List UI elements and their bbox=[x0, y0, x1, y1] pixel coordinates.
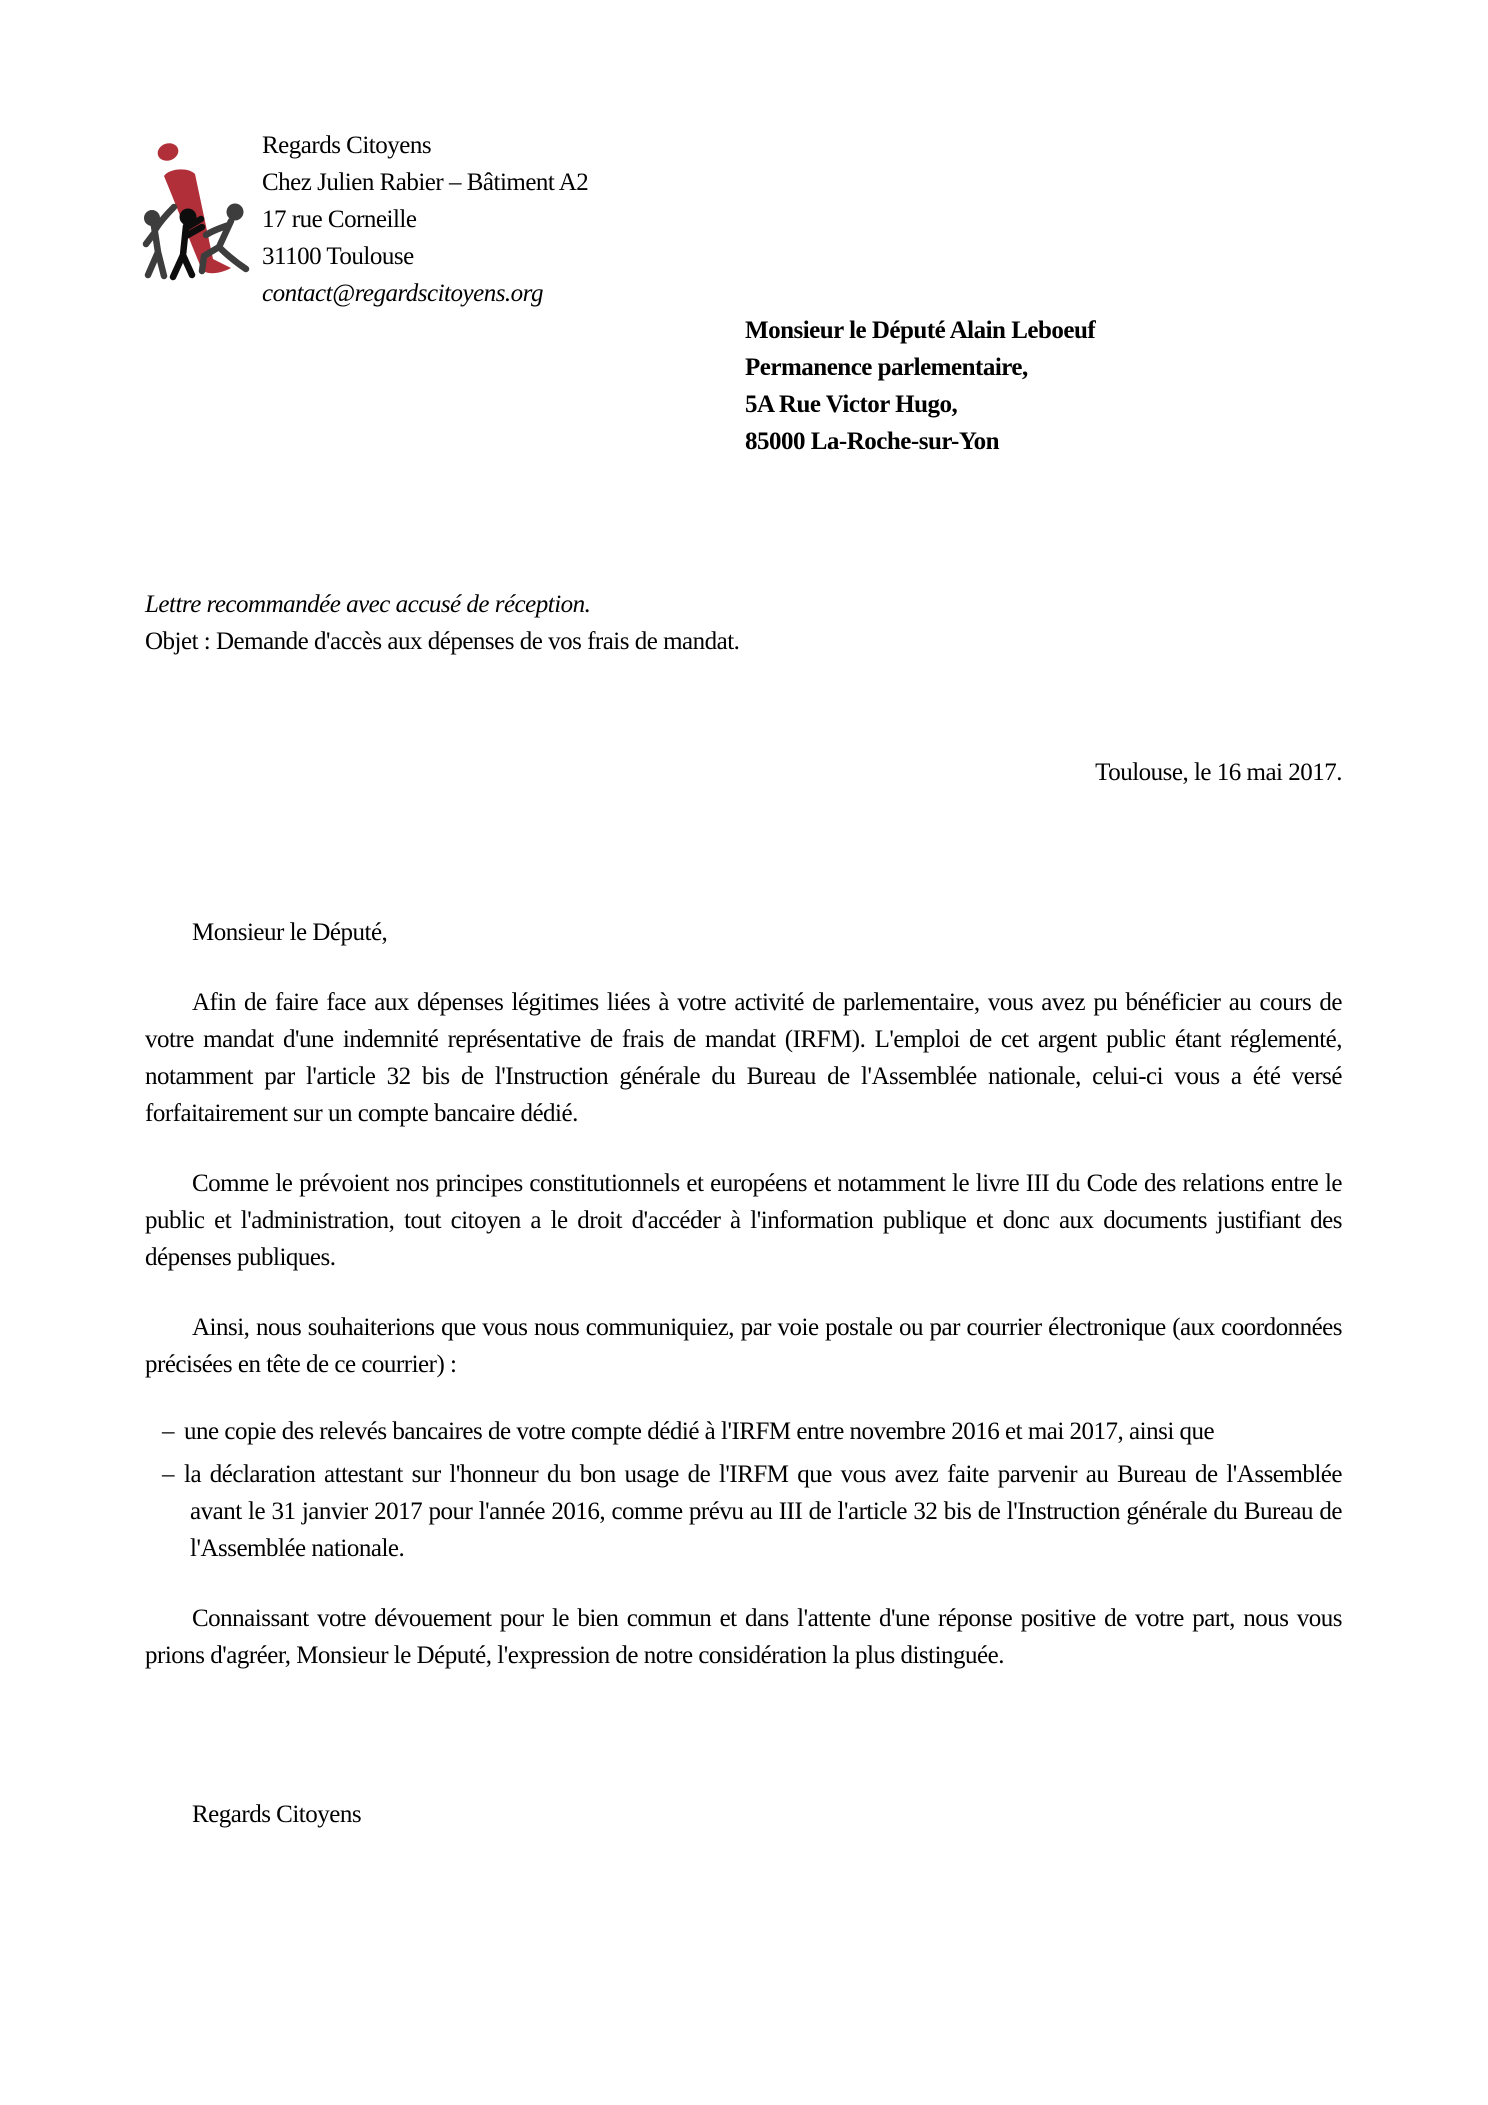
sender-email: contact@regardscitoyens.org bbox=[262, 280, 543, 307]
sender-address-line-1: Chez Julien Rabier – Bâtiment A2 bbox=[262, 169, 589, 196]
body-paragraph-1: Afin de faire face aux dépenses légitimes liées à votre activité de parlementaire, vous avez pu bénéficier au cours de votre mandat d'une indemnité représentative de frais de mandat (IRFM). L'emploi de cet argent public étant réglementé, notamment par l'article 32 bis de l'Instruction générale du Bureau de l'Assemblée nationale, celui-ci vous a été versé forfaitairement sur un compte bancaire dédié. bbox=[145, 989, 1342, 1127]
list-item-2-text: la déclaration attestant sur l'honneur du bon usage de l'IRFM que vous avez faite parvenir au Bureau de l'Assemblée avant le 31 janvier 2017 pour l'année 2016, comme prévu au III de l'article 32 bis de l'Instruction générale du Bureau de l'Assemblée nationale. bbox=[184, 1461, 1342, 1562]
regards-citoyens-logo bbox=[140, 140, 255, 282]
sender-address-line-3: 31100 Toulouse bbox=[262, 243, 414, 270]
list-item-2-dash: – bbox=[162, 1461, 174, 1488]
recipient-address-block bbox=[745, 312, 1095, 460]
recipient-address-line-2: 5A Rue Victor Hugo, bbox=[745, 391, 958, 418]
request-list bbox=[145, 1413, 1342, 1567]
salutation: Monsieur le Député, bbox=[192, 919, 388, 946]
logo-i-dot bbox=[155, 141, 180, 164]
recipient-address-line-3: 85000 La-Roche-sur-Yon bbox=[745, 428, 1000, 455]
list-item-2 bbox=[145, 1456, 1342, 1567]
subject-line: Objet : Demande d'accès aux dépenses de vos frais de mandat. bbox=[145, 628, 740, 655]
list-item-1 bbox=[145, 1413, 1342, 1450]
recipient-name: Monsieur le Député Alain Leboeuf bbox=[745, 317, 1096, 344]
letter-body bbox=[145, 914, 1342, 1833]
recipient-address-line-1: Permanence parlementaire, bbox=[745, 354, 1028, 381]
closing-paragraph: Connaissant votre dévouement pour le bien commun et dans l'attente d'une réponse positive de votre part, nous vous prions d'agréer, Monsieur le Député, l'expression de notre considération la plus distinguée. bbox=[145, 1605, 1342, 1669]
registered-mail-notice: Lettre recommandée avec accusé de réception. bbox=[145, 591, 591, 618]
body-paragraph-3: Ainsi, nous souhaiterions que vous nous communiquiez, par voie postale ou par courrier électronique (aux coordonnées précisées en tête de ce courrier) : bbox=[145, 1314, 1342, 1378]
logo-figure-left bbox=[144, 207, 174, 276]
body-paragraph-2: Comme le prévoient nos principes constitutionnels et européens et notamment le livre III du Code des relations entre le public et l'administration, tout citoyen a le droit d'accéder à l'information publique et donc aux documents justifiant des dépenses publiques. bbox=[145, 1170, 1342, 1271]
list-item-1-dash: – bbox=[162, 1418, 174, 1445]
letter-meta bbox=[145, 586, 739, 660]
sender-address-line-2: 17 rue Corneille bbox=[262, 206, 417, 233]
date-line: Toulouse, le 16 mai 2017. bbox=[1095, 759, 1342, 786]
list-item-1-text: une copie des relevés bancaires de votre compte dédié à l'IRFM entre novembre 2016 et mai 2017, ainsi que bbox=[184, 1418, 1215, 1445]
sender-name: Regards Citoyens bbox=[262, 132, 432, 159]
sender-address-block bbox=[262, 127, 588, 312]
signature: Regards Citoyens bbox=[192, 1801, 362, 1828]
